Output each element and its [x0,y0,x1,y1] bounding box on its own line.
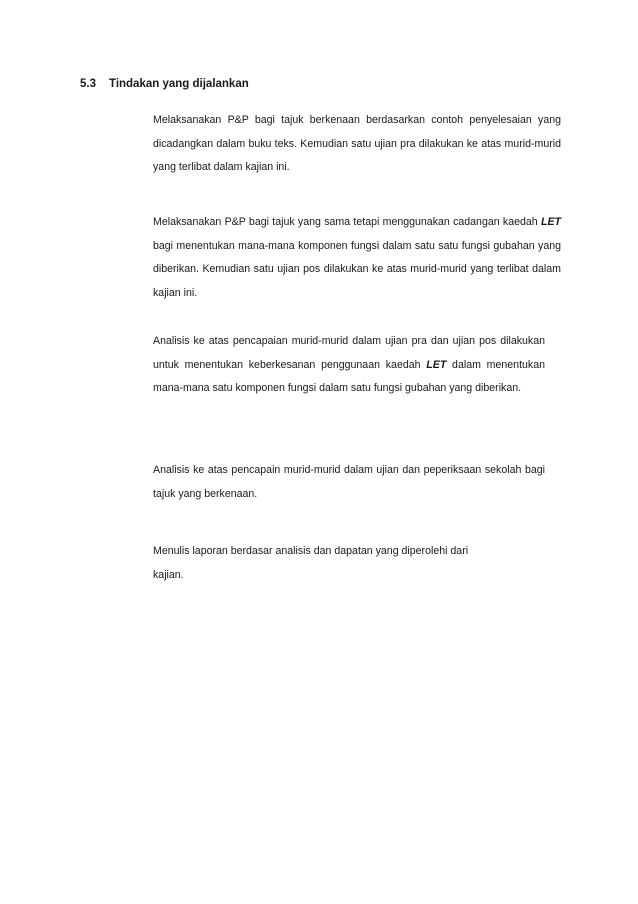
paragraph-3-emphasis: LET [426,358,447,371]
paragraph-5 [153,540,513,587]
paragraph-5-line-1: Menulis laporan berdasar analisis dan dapatan yang diperolehi dari [153,545,469,557]
paragraph-2-emphasis: LET [540,216,561,228]
paragraph-4: Analisis ke atas pencapain murid-murid dalam ujian dan peperiksaan sekolah bagi tajuk yang berkenaan. [153,464,545,500]
section-heading [80,78,249,90]
paragraph-3-text-b: dalam menentukan mana-mana satu komponen fungsi dalam satu fungsi gubahan yang diberikan. [153,358,545,394]
paragraph-5-line-2: kajian. [153,568,184,581]
section-number: 5.3 [80,78,96,90]
paragraph-3-text-a: Analisis ke atas pencapaian murid-murid dalam ujian pra dan ujian pos dilakukan untuk menentukan keberkesanan penggunaan kaedah [153,335,545,371]
paragraph-1: Melaksanakan P&P bagi tajuk berkenaan berdasarkan contoh penyelesaian yang dicadangkan dalam buku teks. Kemudian satu ujian pra dilakukan ke atas murid-murid yang terlibat dalam kajian ini. [153,114,561,173]
paragraph-3 [153,330,545,401]
section-title: Tindakan yang dijalankan [109,78,249,90]
paragraph-2-text-b: bagi menentukan mana-mana komponen fungsi dalam satu satu fungsi gubahan yang diberikan. Kemudian satu ujian pos dilakukan ke atas murid-murid yang terlibat dalam kajian ini. [153,239,561,299]
paragraph-2-text-a: Melaksanakan P&P bagi tajuk yang sama tetapi menggunakan cadangan kaedah [153,216,541,228]
paragraph-2 [153,211,561,305]
